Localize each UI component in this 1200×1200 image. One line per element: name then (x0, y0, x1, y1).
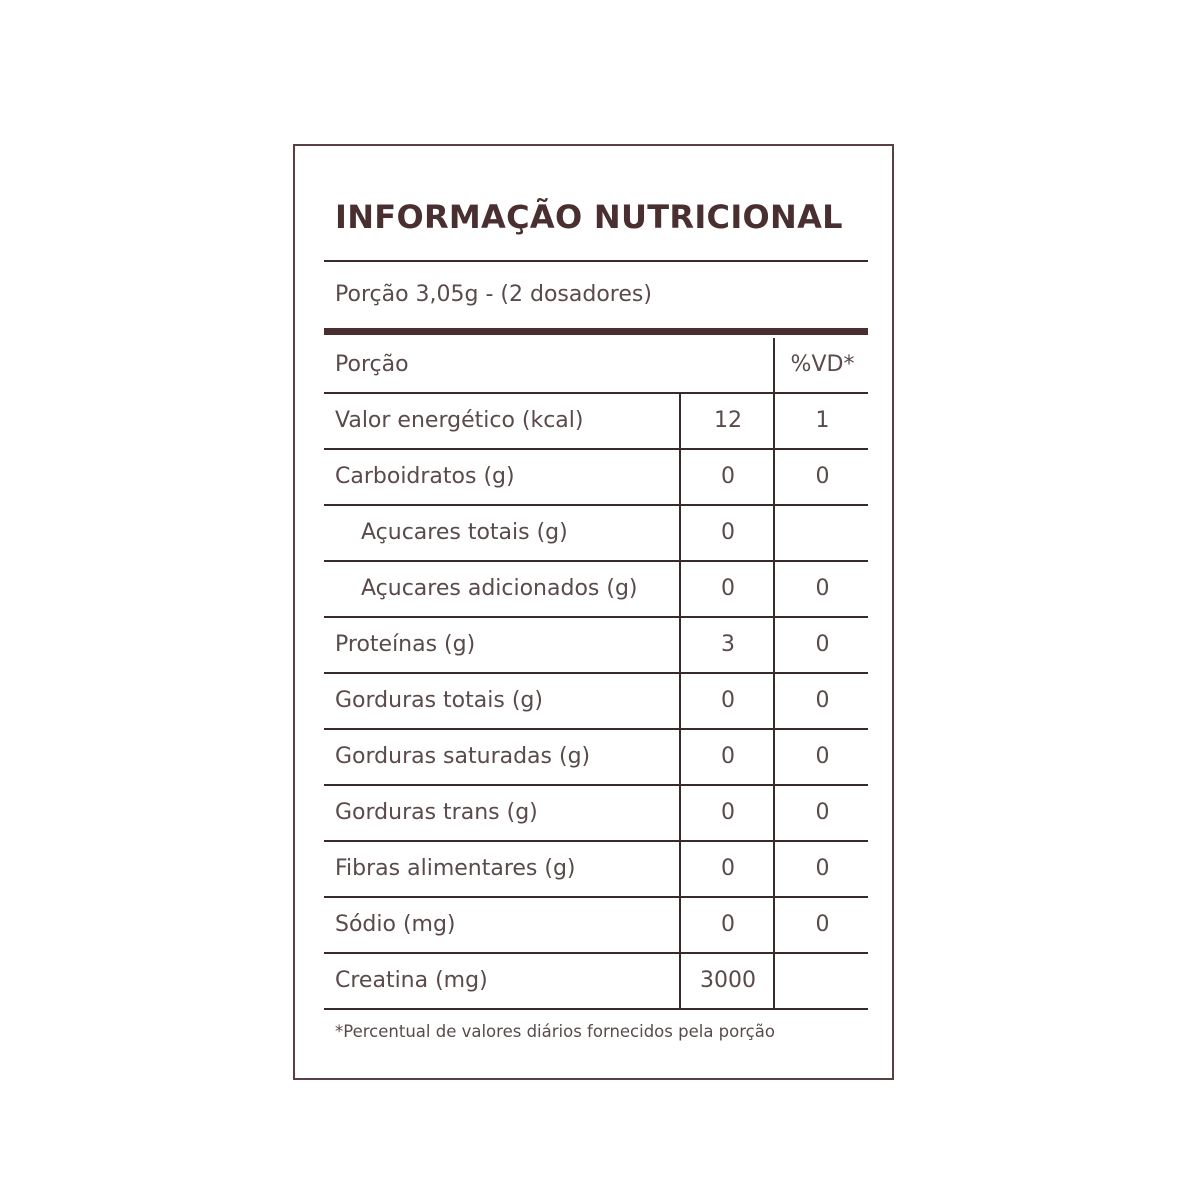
nutrient-name: Sódio (mg) (335, 912, 456, 937)
table-row (324, 786, 868, 842)
nutrient-vd (773, 954, 870, 1008)
nutrient-amount: 0 (679, 842, 775, 896)
table-row (324, 618, 868, 674)
table-row (324, 730, 868, 786)
nutrient-vd: 0 (773, 842, 870, 896)
table-row (324, 506, 868, 562)
table-row (324, 674, 868, 730)
nutrient-vd (773, 506, 870, 560)
nutrient-amount: 12 (679, 394, 775, 448)
nutrient-amount: 0 (679, 562, 775, 616)
nutrient-name: Proteínas (g) (335, 632, 476, 657)
nutrient-name: Creatina (mg) (335, 968, 488, 993)
nutrient-name: Açucares adicionados (g) (361, 576, 638, 601)
table-row (324, 898, 868, 954)
nutrient-vd: 0 (773, 730, 870, 784)
table-row (324, 450, 868, 506)
nutrient-amount: 3 (679, 618, 775, 672)
nutrient-name: Gorduras totais (g) (335, 688, 543, 713)
nutrient-name: Gorduras saturadas (g) (335, 744, 591, 769)
title-divider (324, 260, 868, 262)
nutrition-facts-label (293, 144, 894, 1080)
header-portion: Porção (335, 352, 409, 377)
table-row (324, 562, 868, 618)
nutrient-vd: 0 (773, 562, 870, 616)
nutrient-vd: 0 (773, 674, 870, 728)
nutrient-amount: 0 (679, 898, 775, 952)
nutrient-name: Valor energético (kcal) (335, 408, 584, 433)
nutrient-name: Carboidratos (g) (335, 464, 515, 489)
nutrient-vd: 0 (773, 898, 870, 952)
nutrition-table (324, 338, 868, 1010)
footnote: *Percentual de valores diários fornecidos pela porção (335, 1022, 775, 1041)
nutrient-name: Açucares totais (g) (361, 520, 568, 545)
table-header-row (324, 338, 868, 394)
nutrient-amount: 0 (679, 786, 775, 840)
nutrient-vd: 0 (773, 786, 870, 840)
nutrient-vd: 1 (773, 394, 870, 448)
nutrient-vd: 0 (773, 618, 870, 672)
label-title: INFORMAÇÃO NUTRICIONAL (335, 198, 843, 236)
serving-divider-thick (324, 328, 868, 335)
nutrient-vd: 0 (773, 450, 870, 504)
nutrient-amount: 0 (679, 506, 775, 560)
nutrient-amount: 0 (679, 674, 775, 728)
serving-size-line: Porção 3,05g - (2 dosadores) (335, 282, 652, 307)
nutrient-name: Fibras alimentares (g) (335, 856, 576, 881)
table-row (324, 954, 868, 1010)
header-vd: %VD* (773, 338, 870, 392)
nutrient-name: Gorduras trans (g) (335, 800, 538, 825)
nutrient-amount: 3000 (679, 954, 775, 1008)
table-row (324, 394, 868, 450)
nutrient-amount: 0 (679, 730, 775, 784)
table-row (324, 842, 868, 898)
nutrient-amount: 0 (679, 450, 775, 504)
